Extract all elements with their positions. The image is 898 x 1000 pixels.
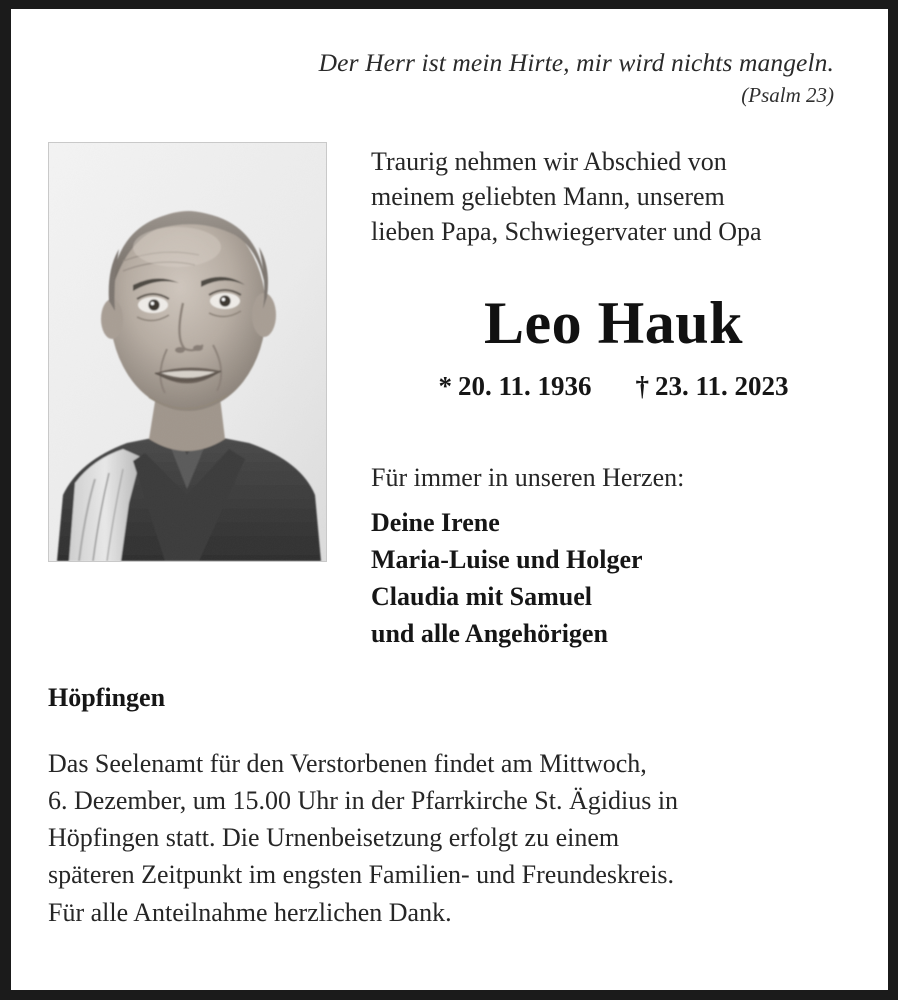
photo-and-intro-section [48,142,856,654]
survivor-name: Maria-Luise und Holger [371,545,643,575]
deceased-name-block [371,289,856,402]
service-line: Für alle Anteilnahme herzlichen Dank. [48,897,452,927]
death-cross-icon: † [635,370,649,401]
survivors-block [371,461,856,653]
service-line: späteren Zeitpunkt im engsten Familien- und Freundeskreis. [48,860,675,890]
service-line: 6. Dezember, um 15.00 Uhr in der Pfarrkirche St. Ägidius in [48,786,679,816]
intro-line: lieben Papa, Schwiegervater und Opa [371,217,762,247]
survivor-name: Claudia mit Samuel [371,582,593,612]
survivor-name: Deine Irene [371,508,500,538]
birth-date: 20. 11. 1936 [457,370,592,401]
quote-text: Der Herr ist mein Hirte, mir wird nichts mangeln. [318,48,834,77]
portrait-photo-image [49,143,326,561]
place-name: Höpfingen [48,683,166,713]
death-date: 23. 11. 2023 [655,370,789,401]
birth-date-item [438,371,591,402]
obituary-notice [11,9,888,990]
quote-source: (Psalm 23) [741,83,834,108]
service-section [48,681,856,931]
life-dates [371,371,856,402]
intro-line: meinem geliebten Mann, unserem [371,181,725,211]
deceased-name: Leo Hauk [483,289,744,356]
service-details [48,745,856,931]
death-date-item [636,371,789,402]
service-line: Das Seelenamt für den Verstorbenen findet am Mittwoch, [48,748,647,778]
portrait-photo [48,142,327,562]
intro-text-column [327,142,856,654]
service-line: Höpfingen statt. Die Urnenbeisetzung erfolgt zu einem [48,823,620,853]
scripture-quote [48,39,856,111]
survivors-intro: Für immer in unseren Herzen: [371,462,685,492]
survivor-name: und alle Angehörigen [371,619,608,649]
birth-star-icon: * [438,370,452,401]
intro-line: Traurig nehmen wir Abschied von [371,146,727,176]
